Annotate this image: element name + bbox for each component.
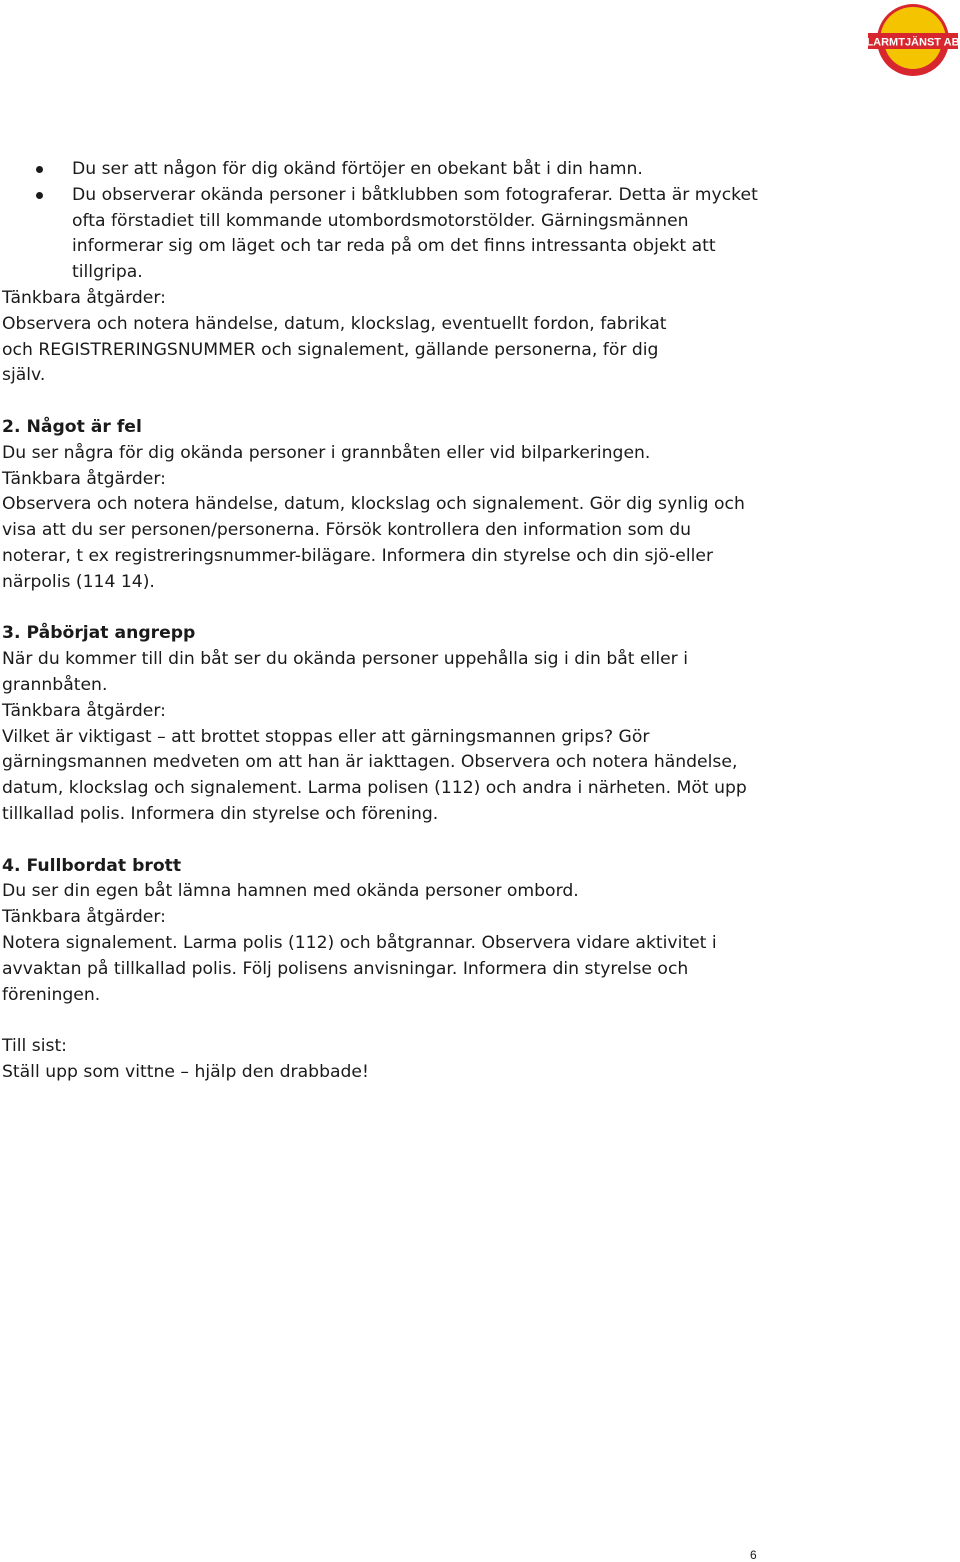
actions-text: Observera och notera händelse, datum, klockslag och signalement. Gör dig synlig och visa att du ser personen/personerna. Försök kontrollera den information som du noterar, t ex registreringsnummer-bilägare. Informera din styrelse och din sjö-eller närpolis (114 14). (2, 494, 745, 592)
actions-label: Tänkbara åtgärder: (2, 907, 166, 928)
document-body (2, 157, 942, 1086)
bullet-icon (36, 166, 43, 173)
section-heading: 2. Något är fel (2, 416, 142, 437)
logo-graphic (866, 2, 960, 78)
actions-text: Vilket är viktigast – att brottet stoppas eller att gärningsmannen grips? Gör gärningsmannen medveten om att han är iakttagen. Observera och notera händelse, datum, klockslag och signalement. Larma polisen (112) och andra i närheten. Möt upp tillkallad polis. Informera din styrelse och förening. (2, 726, 747, 824)
actions-text: Notera signalement. Larma polis (112) och båtgrannar. Observera vidare aktivitet i avvaktan på tillkallad polis. Följ polisens anvisningar. Informera din styrelse och föreningen. (2, 932, 717, 1005)
actions-label: Tänkbara åtgärder: (2, 700, 166, 721)
final-text: Ställ upp som vittne – hjälp den drabbade! (2, 1061, 369, 1082)
list-item (2, 183, 762, 286)
section-heading: 4. Fullbordat brott (2, 855, 182, 876)
section-description: När du kommer till din båt ser du okända personer uppehålla sig i din båt eller i grannbåten. (2, 649, 688, 695)
section-heading: 3. Påbörjat angrepp (2, 623, 196, 644)
page-number: 6 (750, 1548, 757, 1562)
logo-text: LARMTJÄNST AB (866, 36, 960, 49)
section-description: Du ser din egen båt lämna hamnen med okända personer ombord. (2, 881, 579, 902)
bullet-icon (36, 192, 43, 199)
bullet-text: Du ser att någon för dig okänd förtöjer en obekant båt i din hamn. (72, 159, 643, 179)
bullet-list (2, 157, 942, 286)
list-item (2, 157, 762, 183)
final-label: Till sist: (2, 1036, 67, 1057)
actions-text: Observera och notera händelse, datum, klockslag, eventuellt fordon, fabrikat och REGISTRERINGSNUMMER och signalement, gällande personerna, för dig själv. (2, 313, 667, 386)
section-description: Du ser några för dig okända personer i grannbåten eller vid bilparkeringen. (2, 442, 651, 463)
bullet-text: Du observerar okända personer i båtklubben som fotograferar. Detta är mycket ofta förstadiet till kommande utombordsmotorstölder. Gärningsmännen informerar sig om läget och tar reda på om det finns intressanta objekt att tillgripa. (72, 184, 758, 283)
actions-label: Tänkbara åtgärder: (2, 468, 166, 489)
larmtjanst-logo (866, 2, 960, 78)
actions-label: Tänkbara åtgärder: (2, 287, 166, 308)
